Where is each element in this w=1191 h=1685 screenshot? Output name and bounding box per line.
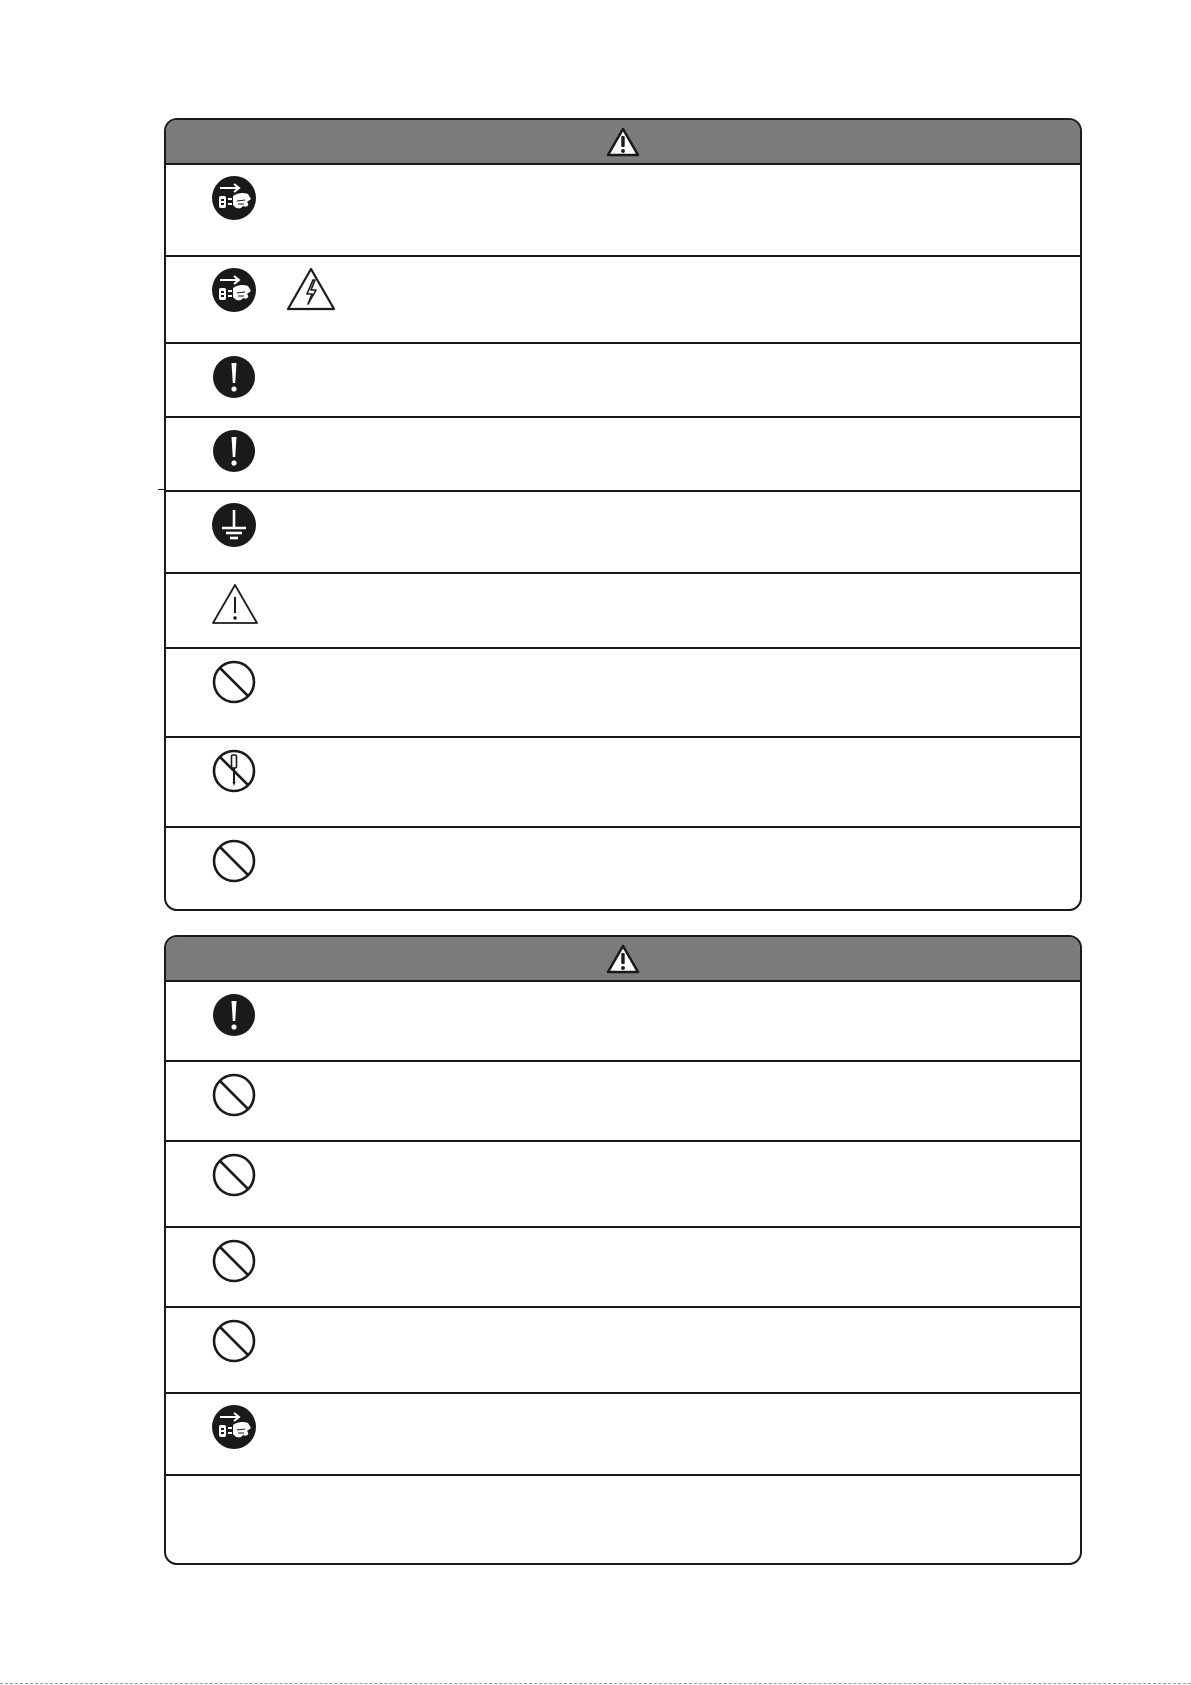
prohibited-icon: [211, 659, 257, 705]
prohibited-icon: [211, 838, 257, 884]
prohibited-icon: [211, 1238, 257, 1284]
warning-row: [166, 828, 1080, 909]
warning-row: [166, 165, 1080, 257]
no-disassembly-icon: [211, 748, 257, 794]
mandatory-icon: [211, 992, 257, 1038]
warning-row: [166, 344, 1080, 418]
alert-triangle-icon: [606, 944, 640, 974]
caution-row-note: [166, 1476, 1080, 1563]
mandatory-icon: [211, 354, 257, 400]
mandatory-icon: [211, 428, 257, 474]
prohibited-icon: [211, 1072, 257, 1118]
prohibited-icon: [211, 1152, 257, 1198]
page-edge-rule: [0, 1683, 1191, 1684]
caution-row: [166, 1394, 1080, 1476]
alert-triangle-icon: [606, 127, 640, 157]
electric-shock-icon: [286, 267, 336, 311]
caution-triangle-icon: [211, 582, 259, 626]
unplug-icon: [211, 267, 257, 313]
warning-panel-header: [166, 120, 1080, 165]
caution-row: [166, 982, 1080, 1062]
caution-row: [166, 1142, 1080, 1228]
warning-row: [166, 492, 1080, 574]
warning-row: [166, 649, 1080, 738]
warning-row: [166, 738, 1080, 828]
ground-icon: [211, 502, 257, 548]
unplug-icon: [211, 1404, 257, 1450]
caution-row: [166, 1308, 1080, 1394]
warning-row: [166, 418, 1080, 492]
caution-panel-header: [166, 937, 1080, 982]
unplug-icon: [211, 175, 257, 221]
caution-panel: [164, 935, 1082, 1565]
warning-row: [166, 574, 1080, 649]
caution-row: [166, 1062, 1080, 1142]
margin-tick: [158, 489, 164, 490]
warning-panel: [164, 118, 1082, 911]
warning-row: [166, 257, 1080, 344]
caution-row: [166, 1228, 1080, 1308]
prohibited-icon: [211, 1318, 257, 1364]
